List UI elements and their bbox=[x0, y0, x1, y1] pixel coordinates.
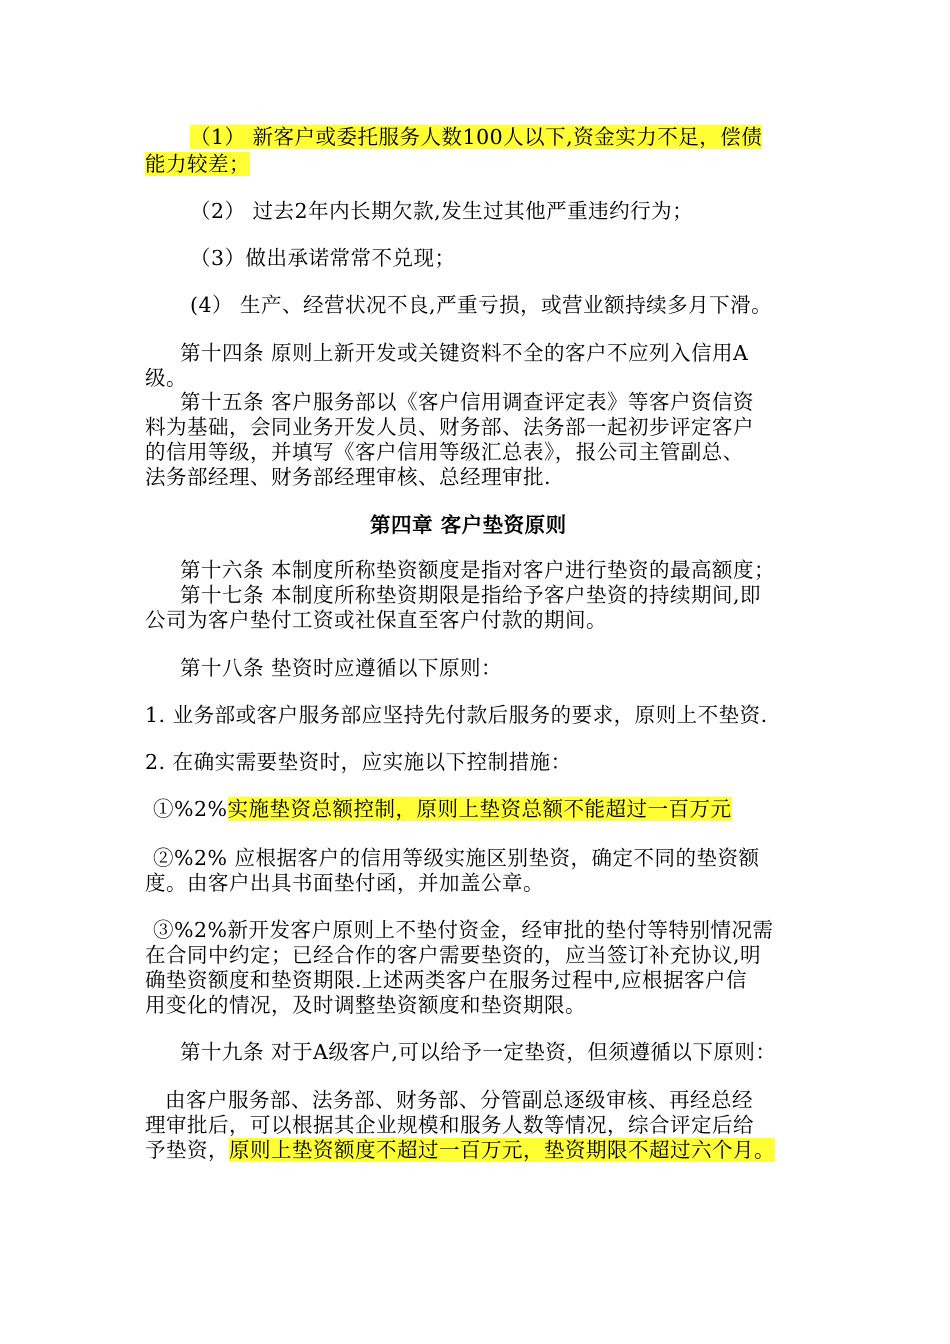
measure-2-line-2: 度。由客户出具书面垫付函，并加盖公章。 bbox=[145, 871, 544, 895]
chapter-4-title: 第四章 客户垫资原则 bbox=[370, 513, 567, 537]
item-3: （3）做出承诺常常不兑现； bbox=[190, 246, 456, 270]
item-1-line-2 bbox=[145, 151, 250, 178]
article-15-line-4: 法务部经理、财务部经理审核、总经理审批. bbox=[145, 465, 552, 489]
measure-1-prefix: ①%2% bbox=[153, 797, 228, 821]
rule-2: 2. 在确实需要垫资时，应实施以下控制措施： bbox=[145, 750, 572, 774]
final-highlight: 原则上垫资额度不超过一百万元，垫资期限不超过六个月。 bbox=[229, 1138, 775, 1162]
article-17-line-1: 第十七条 本制度所称垫资期限是指给予客户垫资的持续期间,即 bbox=[180, 583, 762, 607]
article-18: 第十八条 垫资时应遵循以下原则： bbox=[180, 656, 503, 680]
final-line-3 bbox=[145, 1137, 775, 1164]
article-15-line-1: 第十五条 客户服务部以《客户信用调查评定表》等客户资信资 bbox=[180, 390, 755, 414]
item-1-highlight-cont: 能力较差； bbox=[145, 152, 250, 176]
article-16: 第十六条 本制度所称垫资额度是指对客户进行垫资的最高额度； bbox=[180, 558, 776, 582]
article-15-line-3: 的信用等级，并填写《客户信用等级汇总表》，报公司主管副总、 bbox=[145, 440, 744, 464]
item-2: （2） 过去2年内长期欠款,发生过其他严重违约行为； bbox=[190, 199, 694, 223]
article-14-line-1: 第十四条 原则上新开发或关键资料不全的客户不应列入信用A bbox=[180, 341, 749, 365]
item-1-line-1 bbox=[190, 124, 762, 151]
measure-3-line-4: 用变化的情况，及时调整垫资额度和垫资期限。 bbox=[145, 993, 586, 1017]
measure-1 bbox=[153, 796, 732, 823]
measure-3-line-1: ③%2%新开发客户原则上不垫付资金，经审批的垫付等特别情况需 bbox=[153, 918, 774, 942]
article-17-line-2: 公司为客户垫付工资或社保直至客户付款的期间。 bbox=[145, 608, 607, 632]
article-19: 第十九条 对于A级客户,可以给予一定垫资，但须遵循以下原则： bbox=[180, 1040, 777, 1064]
measure-3-line-2: 在合同中约定；已经合作的客户需要垫资的，应当签订补充协议,明 bbox=[145, 943, 762, 967]
rule-1: 1. 业务部或客户服务部应坚持先付款后服务的要求，原则上不垫资. bbox=[145, 703, 768, 727]
item-1-highlight: （1） 新客户或委托服务人数100人以下,资金实力不足，偿债 bbox=[190, 125, 763, 149]
final-line-3-plain: 予垫资， bbox=[145, 1138, 229, 1162]
item-4: (4） 生产、经营状况不良,严重亏损，或营业额持续多月下滑。 bbox=[190, 293, 773, 317]
measure-1-highlight: 实施垫资总额控制，原则上垫资总额不能超过一百万元 bbox=[227, 797, 732, 821]
measure-3-line-3: 确垫资额度和垫资期限.上述两类客户在服务过程中,应根据客户信 bbox=[145, 968, 748, 992]
measure-2-line-1: ②%2% 应根据客户的信用等级实施区别垫资，确定不同的垫资额 bbox=[153, 846, 760, 870]
final-line-2: 理审批后，可以根据其企业规模和服务人数等情况，综合评定后给 bbox=[145, 1113, 754, 1137]
final-line-1: 由客户服务部、法务部、财务部、分管副总逐级审核、再经总经 bbox=[165, 1088, 753, 1112]
article-14-line-2: 级。 bbox=[145, 366, 187, 390]
article-15-line-2: 料为基础，会同业务开发人员、财务部、法务部一起初步评定客户 bbox=[145, 415, 754, 439]
